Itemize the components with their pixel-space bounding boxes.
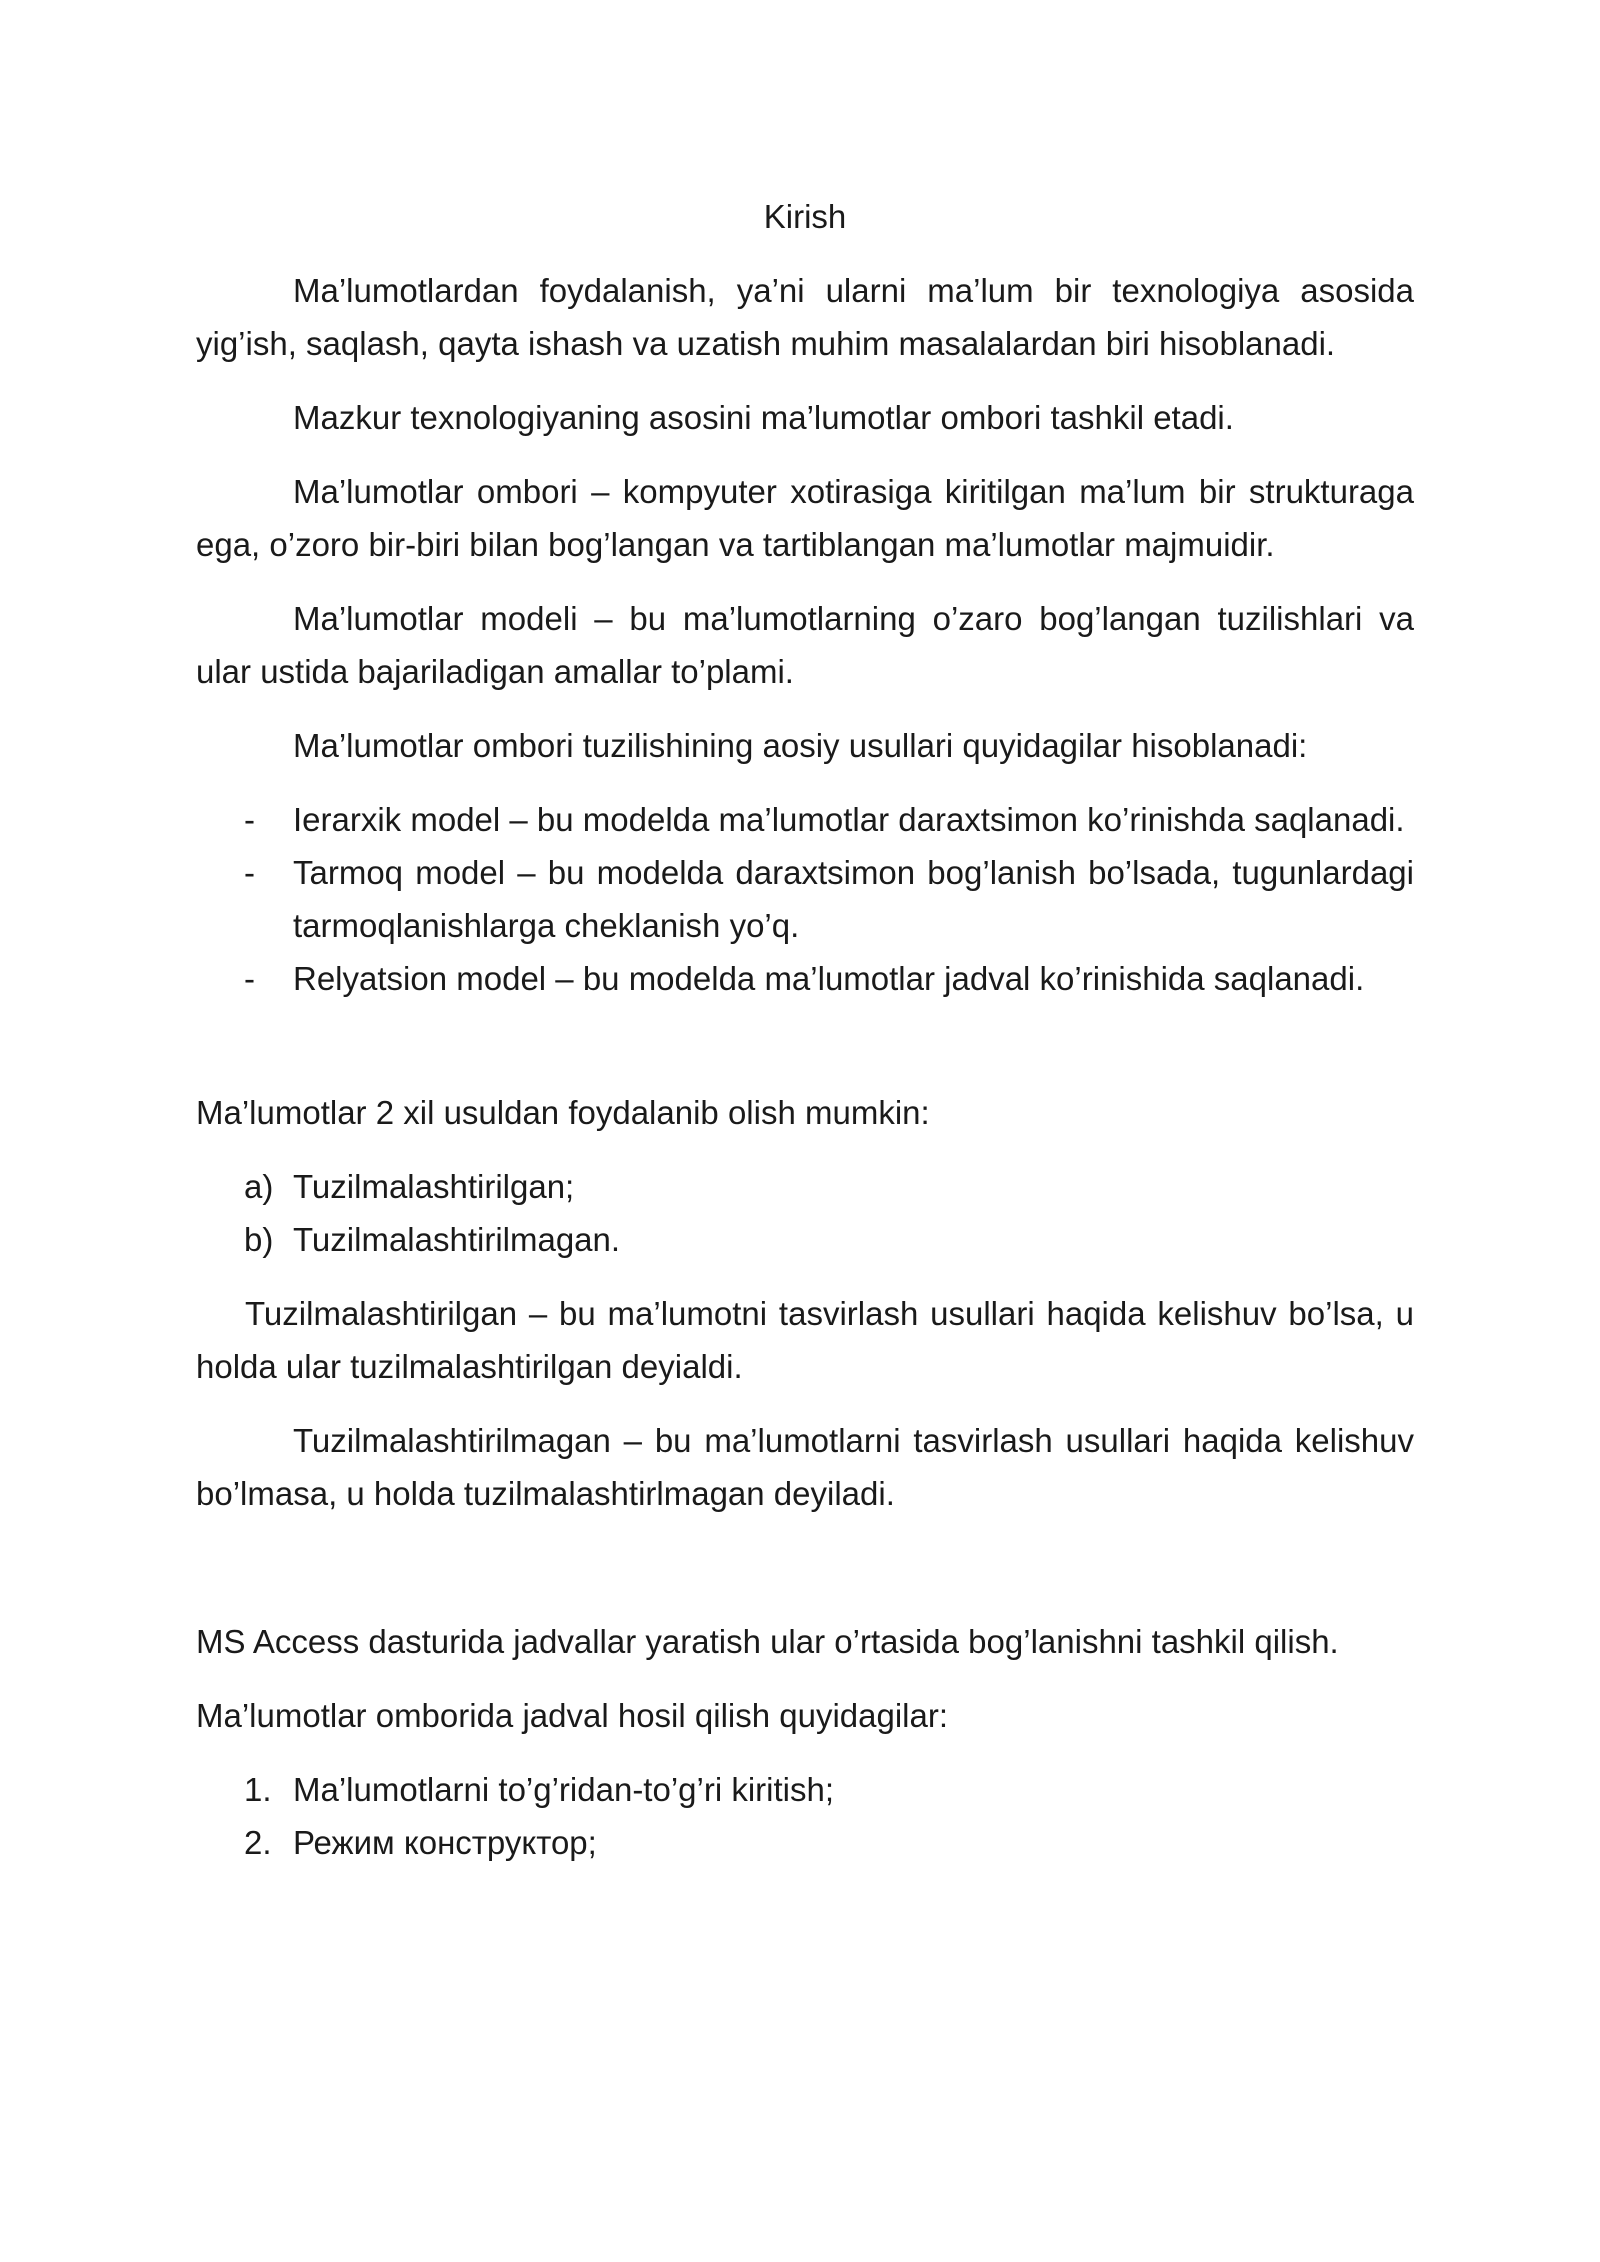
list-item (196, 793, 1414, 846)
list-marker: b) (244, 1221, 274, 1258)
list-item-text: Relyatsion model – bu modelda ma’lumotlar jadval ko’rinishida saqlanadi. (293, 960, 1365, 997)
methods-list (196, 1763, 1414, 1869)
document-page (196, 190, 1414, 1890)
paragraph-ms-access: MS Access dasturida jadvallar yaratish ular o’rtasida bog’lanishni tashkil qilish. (196, 1623, 1339, 1660)
paragraph-data-kinds: Ma’lumotlar 2 xil usuldan foydalanib olish mumkin: (196, 1094, 930, 1131)
list-item (196, 846, 1414, 952)
paragraph-unstructured: Tuzilmalashtirilmagan – bu ma’lumotlarni tasvirlash usullari haqida kelishuv bo’lmasa, u holda tuzilmalashtirlmagan deyiladi. (196, 1422, 1414, 1512)
list-item-text: Режим конструктор; (293, 1824, 597, 1861)
models-list (196, 793, 1414, 1005)
list-item (196, 1160, 1414, 1213)
list-item (196, 1816, 1414, 1869)
paragraph-data-model: Ma’lumotlar modeli – bu ma’lumotlarning o’zaro bog’langan tuzilishlari va ular ustida bajariladigan amallar to’plami. (196, 600, 1414, 690)
paragraph-table-creation: Ma’lumotlar omborida jadval hosil qilish quyidagilar: (196, 1697, 949, 1734)
page-title: Kirish (763, 198, 847, 235)
paragraph-structured: Tuzilmalashtirilgan – bu ma’lumotni tasvirlash usullari haqida kelishuv bo’lsa, u holda ular tuzilmalashtirilgan deyialdi. (196, 1295, 1414, 1385)
list-item-text: Tarmoq model – bu modelda daraxtsimon bog’lanish bo’lsada, tugunlardagi tarmoqlanishlarga cheklanish yo’q. (293, 854, 1414, 944)
list-marker: a) (244, 1168, 274, 1205)
list-item (196, 1213, 1414, 1266)
list-marker: - (244, 854, 255, 891)
paragraph-intro: Ma’lumotlardan foydalanish, ya’ni ularni ma’lum bir texnologiya asosida yig’ish, saqlash, qayta ishash va uzatish muhim masalalardan biri hisoblanadi. (196, 272, 1414, 362)
paragraph-structure-methods: Ma’lumotlar ombori tuzilishining aosiy usullari quyidagilar hisoblanadi: (293, 727, 1308, 764)
paragraph-technology: Mazkur texnologiyaning asosini ma’lumotlar ombori tashkil etadi. (293, 399, 1234, 436)
list-marker: - (244, 801, 255, 838)
list-item-text: Ma’lumotlarni to’g’ridan-to’g’ri kiritish; (293, 1771, 835, 1808)
list-marker: 2. (244, 1824, 272, 1861)
spacer (196, 1541, 1414, 1615)
list-item (196, 952, 1414, 1005)
list-marker: - (244, 960, 255, 997)
data-types-list (196, 1160, 1414, 1266)
list-item-text: Tuzilmalashtirilgan; (293, 1168, 575, 1205)
paragraph-database-definition: Ma’lumotlar ombori – kompyuter xotirasiga kiritilgan ma’lum bir strukturaga ega, o’zoro bir-biri bilan bog’langan va tartiblangan ma’lumotlar majmuidir. (196, 473, 1414, 563)
list-item-text: Tuzilmalashtirilmagan. (293, 1221, 621, 1258)
list-item (196, 1763, 1414, 1816)
list-marker: 1. (244, 1771, 272, 1808)
list-item-text: Ierarxik model – bu modelda ma’lumotlar daraxtsimon ko’rinishda saqlanadi. (293, 801, 1405, 838)
spacer (196, 1026, 1414, 1086)
